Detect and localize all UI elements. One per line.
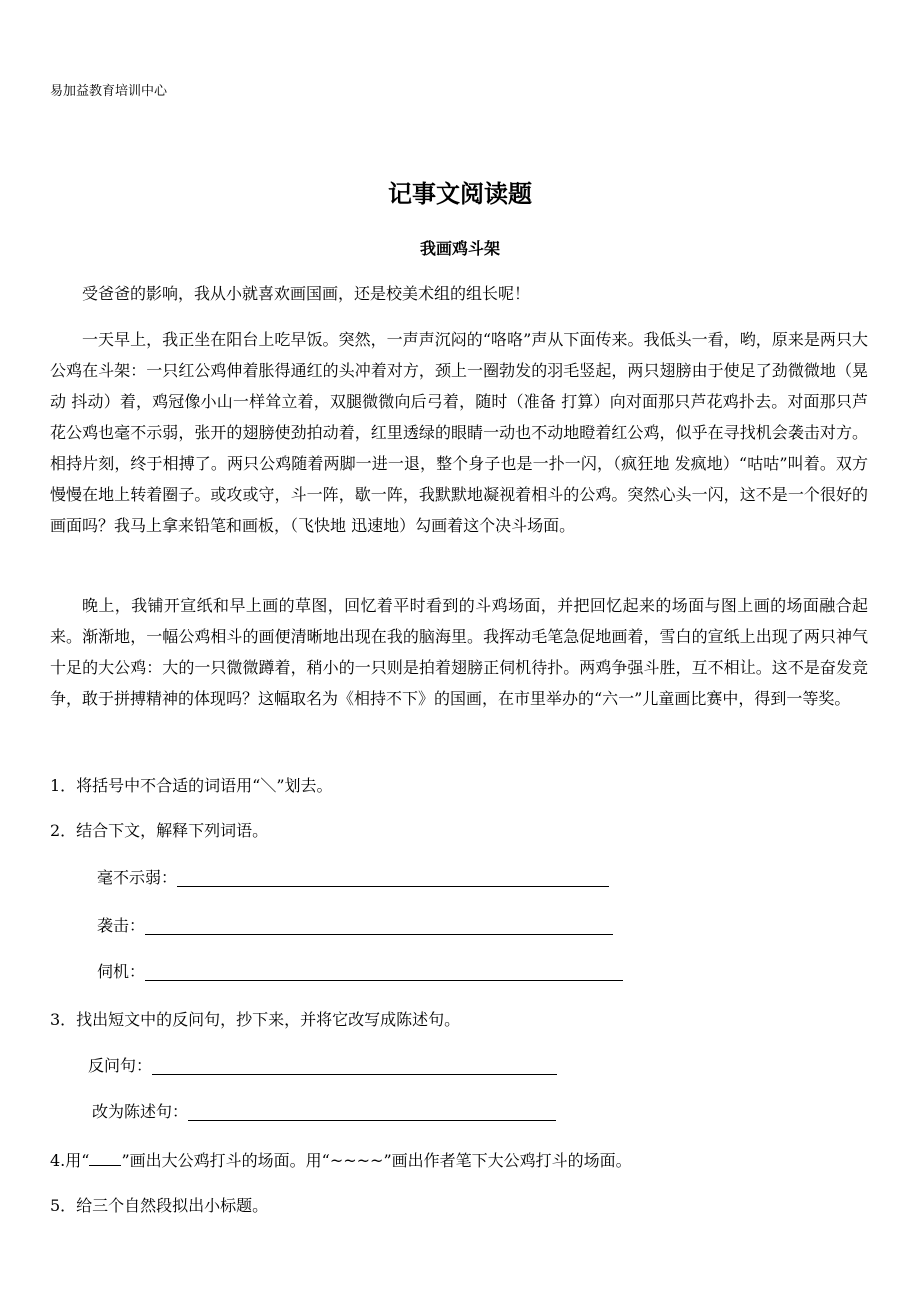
q2-term-2: 袭击：: [97, 916, 146, 935]
q3-answer-row-1: [88, 1050, 557, 1081]
q3-label-1: 反问句：: [88, 1056, 153, 1075]
q2-answer-row-1: [97, 862, 609, 893]
q2-answer-row-2: [97, 910, 613, 941]
underline-mark: [89, 1147, 121, 1166]
org-name: 易加益教育培训中心: [50, 84, 168, 99]
q3-answer-blank-2[interactable]: [188, 1100, 556, 1121]
q2-term-1: 毫不示弱：: [97, 868, 178, 887]
q3-label-2: 改为陈述句：: [92, 1102, 189, 1121]
question-5: 5．给三个自然段拟出小标题。: [50, 1196, 269, 1215]
q2-term-3: 伺机：: [97, 962, 146, 981]
q2-answer-blank-2[interactable]: [145, 914, 613, 935]
q2-answer-blank-1[interactable]: [177, 866, 609, 887]
q2-answer-blank-3[interactable]: [145, 960, 623, 981]
question-4: [50, 1145, 632, 1176]
question-4-part-1: 4.用“: [50, 1151, 90, 1170]
page-title: 记事文阅读题: [388, 179, 532, 208]
article-title: 我画鸡斗架: [419, 239, 500, 258]
paragraph-2: 一天早上，我正坐在阳台上吃早饭。突然，一声声沉闷的“咯咯”声从下面传来。我低头一看，哟，原来是两只大公鸡在斗架：一只红公鸡伸着胀得通红的头冲着对方，颈上一圈勃发的羽毛竖起，两只翅膀由于使足了劲微微地（晃动 抖动）着，鸡冠像小山一样耸立着，双腿微微向后弓着，随时（准备 打算）向对面那只芦花鸡扑去。对面那只芦花公鸡也毫不示弱，张开的翅膀使劲拍动着，红里透绿的眼睛一动也不动地瞪着红公鸡，似乎在寻找机会袭击对方。相持片刻，终于相搏了。两只公鸡随着两脚一进一退，整个身子也是一扑一闪，（疯狂地 发疯地）“咕咕”叫着。双方慢慢在地上转着圈子。或攻或守，斗一阵，歇一阵，我默默地凝视着相斗的公鸡。突然心头一闪，这不是一个很好的画面吗？我马上拿来铅笔和画板，（飞快地 迅速地）勾画着这个决斗场面。: [50, 330, 868, 535]
question-2: 2．结合下文，解释下列词语。: [50, 821, 269, 840]
question-3: 3．找出短文中的反问句，抄下来，并将它改写成陈述句。: [50, 1010, 461, 1029]
q3-answer-row-2: [92, 1096, 556, 1127]
question-4-part-2: ”画出大公鸡打斗的场面。用“~~~~”画出作者笔下大公鸡打斗的场面。: [121, 1151, 632, 1170]
paragraph-3: 晚上，我铺开宣纸和早上画的草图，回忆着平时看到的斗鸡场面，并把回忆起来的场面与图上画的场面融合起来。渐渐地，一幅公鸡相斗的画便清晰地出现在我的脑海里。我挥动毛笔急促地画着，雪白的宣纸上出现了两只神气十足的大公鸡：大的一只微微蹲着，稍小的一只则是拍着翅膀正伺机待扑。两鸡争强斗胜，互不相让。这不是奋发竞争，敢于拼搏精神的体现吗？这幅取名为《相持不下》的国画，在市里举办的“六一”儿童画比赛中，得到一等奖。: [50, 596, 868, 708]
q2-answer-row-3: [97, 956, 623, 987]
q3-answer-blank-1[interactable]: [152, 1054, 557, 1075]
paragraph-1: 受爸爸的影响，我从小就喜欢画国画，还是校美术组的组长呢！: [82, 284, 531, 303]
question-1: 1．将括号中不合适的词语用“＼”划去。: [50, 776, 333, 795]
